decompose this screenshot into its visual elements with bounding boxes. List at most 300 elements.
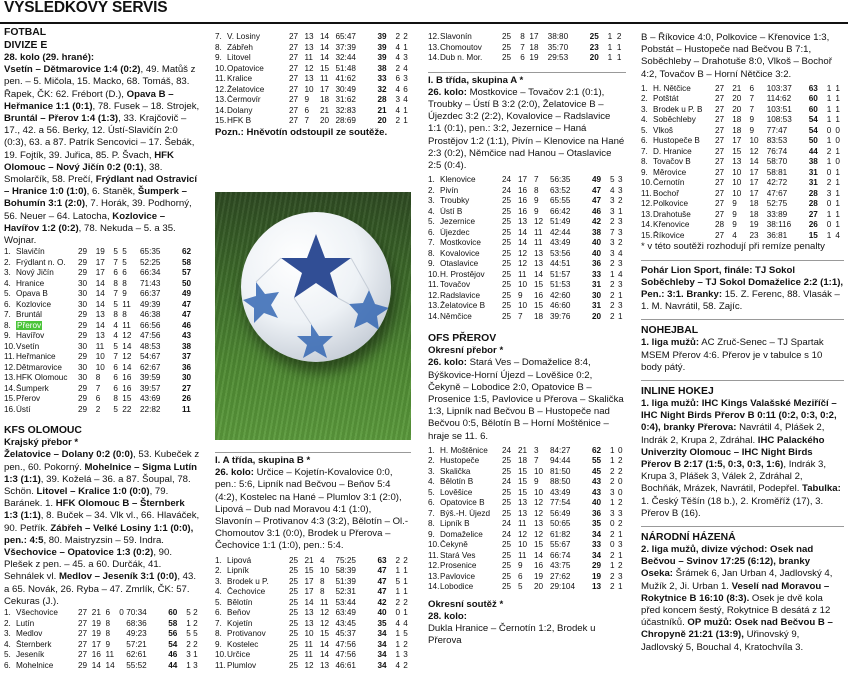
table-cell: 55:52 [126,660,147,670]
table-cell: 27:62 [549,571,571,581]
table-cell: 27 [715,83,725,93]
hokej-report: 1. liga mužů: IHC Kings Valašské Meziříčí – IHC Night Birds Přerov B 0:11 (0:2, 0:3, 0:2, 0:4), branky Přerova: Navrátil 4, Plášek 2, Indrák 2, Krupa 2, Zdráhal. IHC Palackého Univerzity Olomouc – IHC Night Birds Přerov B 2:17 (1:5, 0:3, 0:3, 1:6), Indrák 3, Krupa 3, Plášek 3, Válek 2, Zdráhal 2, Bochňák, Mrázek, Navrátil, Podepřel. Tabulka: 1. Český Těšín (18 b.), 2. Kroměříž (17), 3. Přerov B (16). [641,397,841,519]
table-cell: 75:25 [335,555,356,565]
standings-table [641,84,844,242]
team-name: Havířov [16,331,45,341]
team-name: HFK B [227,116,252,125]
team-name: Polkovice [653,199,689,209]
table-cell: 46:38 [140,310,161,320]
table-cell: 11 [533,227,543,237]
table-cell: 7 [304,116,310,125]
table-cell: 1 [826,83,832,93]
team-name: Přerov [16,394,41,404]
table-cell: 14 [304,597,314,607]
table-cell: 10 [95,352,105,362]
table-row [428,186,626,197]
table-cell: 13 [517,498,528,508]
table-cell: 0 [617,445,623,455]
table-cell: 10. [641,178,653,188]
table-cell: 39:59 [140,373,161,383]
table-cell: 6 [113,268,118,278]
table-row [215,32,411,43]
table-cell: 16 [517,206,528,216]
table-row [641,231,844,242]
table-cell: 14 [533,269,544,279]
team-name: HFK Olomouc [16,373,68,383]
table-row [428,312,626,323]
table-cell: 44:51 [549,259,571,269]
table-row [428,509,626,520]
table-row [641,189,844,200]
table-cell: 14. [4,383,16,393]
section-fotbal: FOTBAL [4,27,47,38]
table-cell: 11 [319,597,329,607]
table-cell: 9 [517,290,523,300]
table-cell: 1. [428,175,435,185]
table-cell: 7. [641,146,648,156]
table-cell: 14 [95,278,105,288]
table-cell: 27 [78,650,88,660]
team-name: Potštát [653,94,679,104]
table-cell: 13 [591,582,602,592]
table-cell: 28 [377,95,387,104]
table-row [641,199,844,210]
table-cell: 2 [395,597,401,607]
table-cell: 14 [122,362,132,372]
table-cell: 18 [533,311,544,321]
table-cell: 15. [215,116,227,125]
standings-table [4,608,200,671]
table-cell: 13 [319,660,330,670]
table-cell: 46 [182,320,192,330]
table-row [4,629,200,640]
table-row [215,556,411,567]
table-row [428,175,626,186]
table-cell: 3 [395,95,401,104]
table-row [428,582,626,593]
table-cell: 9 [122,289,127,299]
table-cell: 4. [641,115,648,125]
table-cell: 4 [609,185,615,195]
table-cell: 49 [182,289,192,299]
table-row [428,467,626,478]
team-name: V. Losiny [227,32,260,41]
table-cell [119,661,126,672]
table-cell: 55 [591,456,602,466]
table-cell: 1 [617,290,623,300]
table-cell: 6. [428,227,435,237]
table-cell: 11. [215,74,226,83]
table-cell: 25 [289,555,299,565]
table-cell: 49 [591,175,602,185]
table-row [4,300,200,311]
table-cell: 43 [591,477,602,487]
table-cell: 7 [533,175,539,185]
table-cell: 12 [517,529,528,539]
table-cell: 54 [808,115,818,125]
table-row [428,477,626,488]
table-cell: 50:65 [549,519,571,529]
table-cell: 2 [395,555,401,565]
table-cell: 1 [403,587,408,597]
table-cell: 19 [91,629,101,639]
team-name: Ústí [16,404,31,414]
table-cell: 29 [78,331,88,341]
table-cell: 9. [641,167,648,177]
table-cell: 14 [517,238,528,248]
table-cell: 10. [428,540,440,550]
table-cell: 3 [826,188,832,198]
table-cell: 2 [609,529,615,539]
table-cell: 13 [304,74,314,83]
table-cell: 15. [4,394,16,404]
table-cell: 17 [749,167,759,177]
table-cell: 4. [4,278,11,288]
table-cell: 26 [182,394,192,404]
table-row [215,650,411,661]
match-report: Dukla Hranice – Černotín 1:2, Brodek u Přerova [428,623,596,647]
table-cell: 16 [517,196,528,206]
table-cell: 14 [319,639,330,649]
team-name: Dub n. Mor. [440,53,483,62]
table-cell: 27 [289,95,299,104]
table-cell: 21 [319,105,330,115]
table-cell: 12 [517,248,528,258]
table-cell: 47:56 [335,639,356,649]
table-cell: 13. [428,571,440,581]
table-cell: 25 [502,290,512,300]
table-cell: 43 [182,331,192,341]
table-cell: 2 [186,639,191,649]
table-cell: 27 [715,94,725,104]
table-cell: 1 [826,157,832,167]
table-cell: 0 [617,477,623,487]
table-cell: 8. [215,42,222,52]
table-cell: 25 [289,566,299,576]
table-cell: 18 [732,125,742,135]
table-cell: 2 [403,639,408,649]
table-cell: 66:56 [140,320,161,330]
table-cell: 5 [113,341,118,351]
table-cell: 1 [395,639,401,649]
table-cell: 51:39 [335,576,356,586]
table-cell: 3 [617,301,623,311]
table-cell: 22 [122,404,132,414]
table-cell: 29 [78,247,88,257]
table-row [428,238,626,249]
table-cell: 10. [4,341,16,351]
table-cell: 20 [533,582,544,592]
team-name: Domaželice [440,529,483,539]
table-row [428,551,626,562]
team-name: H. Moštěnice [440,445,488,455]
table-cell: 19 [533,571,544,581]
table-cell: 11 [182,404,191,414]
table-cell: 13 [304,608,314,618]
column-3 [428,32,626,648]
table-cell: 8 [319,587,325,597]
table-cell: 55:67 [549,540,571,550]
table-cell: 54:67 [140,352,161,362]
table-cell: 21 [377,105,387,115]
team-name: Drahotuše [653,209,691,219]
table-cell: 6 [113,362,118,372]
table-cell: 27 [715,178,725,188]
table-cell: 9 [533,206,539,216]
table-cell: 25 [502,540,512,550]
table-cell: 1. [428,445,435,455]
table-cell: 10 [732,188,742,198]
table-cell: 17 [529,32,539,41]
table-cell: 0 [617,487,623,497]
team-name: Vlkoš [653,125,674,135]
table-cell: 28 [715,220,725,230]
table-cell: 18 [749,199,759,209]
table-cell: 9. [428,529,435,539]
table-cell: 27 [289,84,299,94]
table-cell: 33 [591,269,602,279]
team-name: Měrovice [653,167,687,177]
table-cell: 11 [533,238,543,248]
table-cell: 31 [591,280,602,290]
table-cell: 14 [319,32,330,41]
table-cell: 50 [808,136,818,146]
table-cell: 83:53 [766,136,788,146]
table-cell: 2 [609,582,615,592]
team-name: Čechovice [227,587,266,597]
table-cell: 13. [428,301,440,311]
table-cell: 2 [609,217,615,227]
table-cell: 38:80 [547,32,569,41]
table-cell: 4. [215,587,222,597]
table-cell: 6 [520,53,525,62]
table-cell: 15 [122,394,132,404]
table-cell: 5 [609,175,615,185]
team-name: H. Prostějov [440,269,485,279]
table-cell: 0 [609,540,615,550]
table-cell: 0 [119,608,124,618]
table-cell: 15 [533,280,544,290]
table-cell: 43:69 [140,394,161,404]
table-cell: 65:35 [140,247,161,257]
table-cell: 11 [517,550,527,560]
table-cell: 29 [78,257,88,267]
team-name: Němčice [440,311,472,321]
note: Pozn.: Hněvotín odstoupil ze soutěže. [215,126,388,138]
team-name: Hustopeče [440,456,480,466]
table-row [428,270,626,281]
table-cell: 77:47 [766,125,788,135]
table-cell: 25 [289,639,299,649]
table-cell: 20 [732,104,742,114]
table-cell: 6 [403,84,408,94]
table-row [4,279,200,290]
table-cell: 5 [122,247,127,257]
team-name: Mohelnice [16,660,54,670]
table-cell: 2 [395,116,401,125]
table-cell: 4. [428,206,435,216]
table-cell: 14 [319,42,330,52]
league-title: Okresní soutěž * [428,598,504,610]
table-cell: 30 [78,373,88,383]
table-cell: 2 [609,290,615,300]
table-row [4,405,200,416]
table-cell: 6 [395,74,401,83]
table-row [215,566,411,577]
table-cell: 13 [304,32,314,41]
table-cell: 58 [168,618,178,628]
table-cell: 25 [502,550,512,560]
table-cell: 36 [591,508,602,518]
table-cell: 2 [826,178,832,188]
table-cell: 7 [113,257,118,267]
table-row [641,136,844,147]
standings-table [428,175,626,322]
standings-table [428,32,626,64]
table-cell: 58:70 [766,157,788,167]
table-cell: 5. [428,217,435,227]
table-cell: 58:39 [335,566,356,576]
table-cell: 0 [835,125,840,135]
table-cell: 27 [289,32,299,41]
table-cell: 3 [617,217,623,227]
table-cell: 11 [517,269,527,279]
table-cell: 20 [589,53,599,62]
table-cell: 2. [428,456,435,466]
table-cell: 10 [517,280,528,290]
table-cell: 7 [609,227,615,237]
table-cell: 13 [533,259,544,269]
team-name: Černotín [653,178,685,188]
table-cell: 25 [502,456,512,466]
table-cell: 27 [715,125,725,135]
table-cell: 1 [826,209,832,219]
table-cell [119,640,126,651]
table-cell: 66:37 [140,289,161,299]
team-name: Přerov [17,320,42,330]
section-ofs-prerov: OFS PŘEROV [428,333,497,345]
table-cell: 38 [808,157,818,167]
team-name: Brodek u P. [227,576,269,586]
table-cell: 27 [78,629,88,639]
table-row [4,608,200,619]
table-row [215,598,411,609]
table-cell: 4 [835,230,840,240]
table-cell: 1. [4,608,11,618]
table-cell: 29:104 [549,582,575,592]
table-row [215,106,411,117]
table-row [428,291,626,302]
team-name: Hustopeče B [653,136,700,146]
table-cell: 50 [182,278,192,288]
table-cell: 5. [641,125,648,135]
team-name: Kovalovice [440,248,480,258]
table-cell: 7 [95,383,101,393]
team-name: Heřmanice [16,352,56,362]
table-row [428,519,626,530]
table-cell: 3 [193,660,198,670]
table-row [215,619,411,630]
table-cell: 36 [182,362,192,372]
match-report: 26. kolo: Mostkovice – Tovačov 2:1 (0:1), Troubky – Ústí B 3:2 (2:0), Želatovice B – Újezdec 3:2 (2:2), Kovalovice – Radslavice 1:1 (0:1), pen.: 3:2, Jezernice – Haná Prostějov 1:2 (1:1), Pivín – Klenovice na Hané 2:3 (0:2), Němčice nad Hanou – Otaslavice 2:5 (0:4). [428,86,625,171]
table-cell: 15 [319,63,330,73]
table-cell: 47 [591,185,602,195]
table-cell: 47 [377,566,387,576]
table-cell: 10 [517,540,528,550]
team-name: Čermovír [227,95,261,104]
team-name: Chomoutov [440,42,482,52]
team-name: Nový Jičín [16,268,54,278]
team-name: Lipník B [440,519,470,529]
table-row [641,147,844,158]
table-cell: 14 [517,227,528,237]
table-cell: 7. [428,508,435,518]
table-cell: 27 [715,157,725,167]
table-cell: 12 [304,660,314,670]
table-cell: 27 [715,199,725,209]
table-cell: 2 [609,259,615,269]
table-cell: 60 [808,94,818,104]
table-cell: 17 [95,268,105,278]
column-2-lower [215,452,411,671]
table-cell: 39 [377,53,387,62]
table-row [4,661,200,672]
table-cell: 11 [304,650,313,660]
table-cell: 42 [591,217,602,227]
table-cell: 39 [377,42,387,52]
table-cell: 58:81 [766,167,788,177]
table-cell: 14 [95,320,105,330]
table-cell: 66:74 [549,550,571,560]
page-title: VÝSLEDKOVÝ SERVIS [4,0,168,16]
table-cell: 32:83 [335,105,356,115]
table-cell: 47 [377,576,387,586]
table-cell: 1 [835,199,840,209]
table-cell: 45:37 [335,629,356,639]
table-cell: 15. [641,230,653,240]
table-cell: 2 [193,639,198,649]
table-cell: 27 [289,116,299,125]
table-cell: 2 [95,404,101,414]
table-row [641,210,844,221]
table-cell: 27 [182,383,192,393]
table-cell: 103:37 [766,83,792,93]
table-cell: 10 [95,362,105,372]
table-cell: 6 [749,83,755,93]
table-cell: 7. [215,618,222,628]
table-cell: 13. [641,209,653,219]
team-name: Šternberk [16,639,52,649]
table-cell: 6 [113,373,118,383]
team-name: Slavičín [16,247,45,257]
table-cell: 10 [749,136,759,146]
section-nohejbal: NOHEJBAL [641,325,699,337]
table-cell: 4 [732,230,737,240]
table-cell: 12. [4,362,16,372]
team-name: Troubky [440,196,470,206]
table-cell: 19 [591,571,602,581]
table-row [428,540,626,551]
team-name: Opatovice B [440,498,485,508]
table-cell: 2 [617,196,623,206]
team-name: Zábřeh [227,42,253,52]
table-row [215,85,411,96]
table-cell: 1 [826,115,832,125]
table-cell: 12. [428,290,440,300]
table-cell: 25 [289,629,299,639]
table-cell: 56 [168,629,178,639]
team-name: Pivín [440,185,459,195]
